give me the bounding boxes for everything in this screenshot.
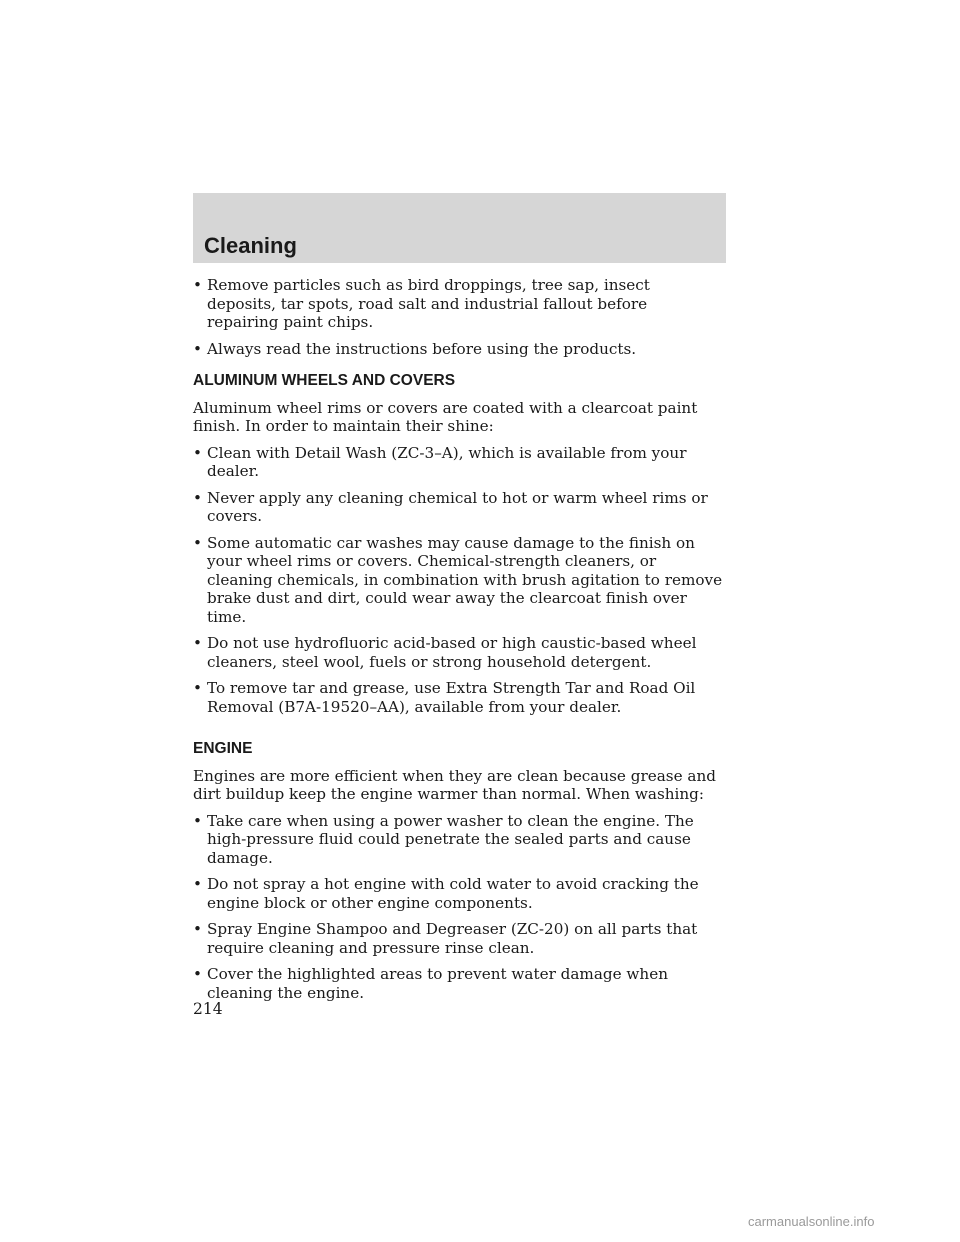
bullet-glyph: • [193, 443, 202, 462]
list-item [193, 875, 723, 912]
engine-heading: ENGINE [193, 740, 253, 757]
section-header-band [193, 193, 726, 263]
bullet-text: To remove tar and grease, use Extra Strength Tar and Road Oil Removal (B7A-19520–AA), available from your dealer. [207, 679, 696, 716]
bullet-glyph: • [193, 875, 202, 893]
bullet-glyph: • [193, 920, 202, 938]
bullet-text: Never apply any cleaning chemical to hot or warm wheel rims or covers. [207, 488, 708, 525]
list-item [193, 920, 723, 957]
list-item [193, 634, 723, 671]
bullet-text: Do not use hydrofluoric acid-based or high caustic-based wheel cleaners, steel wool, fuels or strong household detergent. [207, 634, 697, 671]
page-number: 214 [193, 1000, 223, 1018]
list-item [193, 276, 723, 332]
list-item [193, 965, 723, 1002]
section-title: Cleaning [204, 233, 297, 258]
engine-intro: Engines are more efficient when they are clean because grease and dirt buildup keep the engine warmer than normal. When washing: [193, 766, 716, 803]
bullet-text: Take care when using a power washer to clean the engine. The high-pressure fluid could penetrate the sealed parts and cause damage. [207, 811, 694, 867]
watermark: carmanualsonline.info [748, 1214, 875, 1229]
bullet-text: Spray Engine Shampoo and Degreaser (ZC-20) on all parts that require cleaning and pressure rinse clean. [207, 920, 698, 957]
page-content [193, 276, 723, 1010]
list-item [193, 812, 723, 868]
bullet-text: Cover the highlighted areas to prevent water damage when cleaning the engine. [207, 965, 668, 1002]
bullet-text: Do not spray a hot engine with cold water to avoid cracking the engine block or other engine components. [207, 875, 699, 912]
bullet-glyph: • [193, 339, 202, 358]
list-item [193, 340, 723, 359]
bullet-glyph: • [193, 811, 202, 830]
list-item [193, 489, 723, 526]
bullet-text: Remove particles such as bird droppings, tree sap, insect deposits, tar spots, road salt and industrial fallout before repairing paint chips. [207, 276, 650, 331]
bullet-glyph: • [193, 634, 202, 652]
bullet-glyph: • [193, 533, 202, 552]
list-item [193, 444, 723, 481]
aluminum-heading: ALUMINUM WHEELS AND COVERS [193, 372, 456, 389]
list-item [193, 534, 723, 627]
bullet-glyph: • [193, 679, 202, 697]
bullet-text: Clean with Detail Wash (ZC-3–A), which is available from your dealer. [207, 443, 687, 480]
aluminum-intro: Aluminum wheel rims or covers are coated with a clearcoat paint finish. In order to maintain their shine: [193, 398, 698, 435]
list-item [193, 679, 723, 716]
bullet-glyph: • [193, 965, 202, 983]
bullet-text: Always read the instructions before using the products. [207, 339, 637, 358]
bullet-glyph: • [193, 488, 202, 507]
bullet-text: Some automatic car washes may cause damage to the finish on your wheel rims or covers. Chemical-strength cleaners, or cleaning chemicals, in combination with brush agitation to remove brake dust and dirt, could wear away the clearcoat finish over time. [207, 533, 723, 626]
bullet-glyph: • [193, 276, 202, 294]
